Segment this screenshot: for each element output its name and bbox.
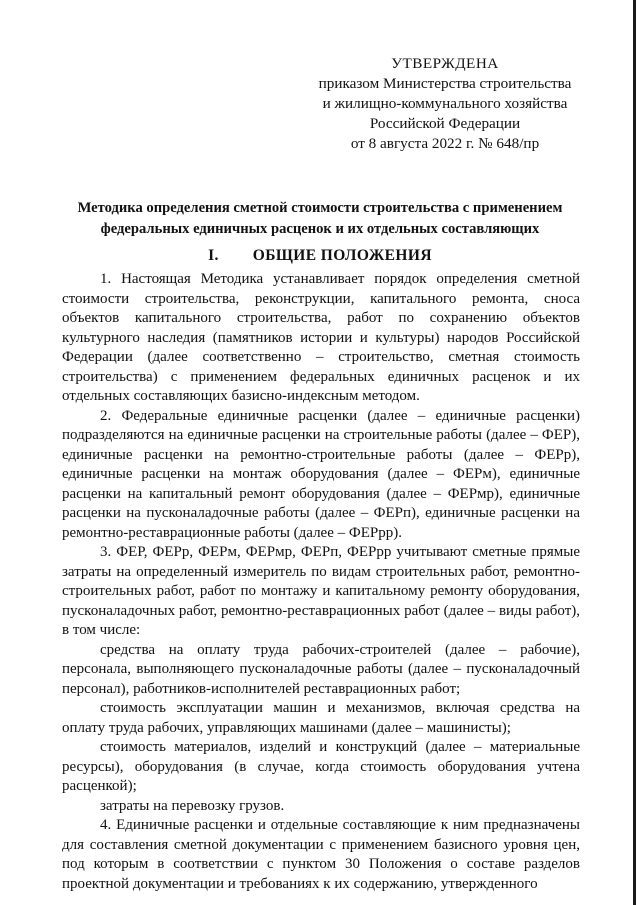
paragraph: 4. Единичные расценки и отдельные составляющие к ним предназначены для составления сметной документации с применением базисного уровня цен, под которым в соответствии с пунктом 30 Положения о составе разделов проектной документации и требованиях к их содержанию, утвержденного <box>62 817 580 892</box>
section-heading <box>40 246 600 266</box>
approval-stamp <box>300 54 590 154</box>
list-item: затраты на перевозку грузов. <box>100 797 285 814</box>
paragraph: 1. Настоящая Методика устанавливает порядок определения сметной стоимости строительства, реконструкции, капитального ремонта, сноса объектов капитального строительства, работ по сохранению объектов культурного наследия (памятников истории и культуры) народов Российской Федерации (далее соответственно – строительство, сметная стоимость строительства) с применением федеральных единичных расценок и их отдельных составляющих базисно-индексным методом. <box>62 271 580 404</box>
approval-line: приказом Министерства строительства <box>318 75 572 92</box>
list-item: стоимость эксплуатации машин и механизмов, включая средства на оплату труда рабочих, управляющих машинами (далее – машинисты); <box>62 700 580 736</box>
paragraph: 2. Федеральные единичные расценки (далее – единичные расценки) подразделяются на единичные расценки на строительные работы (далее – ФЕР), единичные расценки на ремонтно-строительные работы (далее – ФЕРр), единичные расценки на монтаж оборудования (далее – ФЕРм), единичные расценки на капитальный ремонт оборудования (далее – ФЕРмр), единичные расценки на пусконаладочные работы (далее – ФЕРп), единичные расценки на ремонтно-реставрационные работы (далее – ФЕРрр). <box>62 407 580 541</box>
scan-edge <box>633 0 636 905</box>
section-title: ОБЩИЕ ПОЛОЖЕНИЯ <box>252 247 432 264</box>
body-text <box>62 270 580 894</box>
document-title-line: Методика определения сметной стоимости строительства с применением <box>77 200 563 216</box>
approval-line: Российской Федерации <box>369 115 521 132</box>
document-title-line: федеральных единичных расценок и их отдельных составляющих <box>100 221 540 237</box>
approval-date: от 8 августа 2022 г. № 648/пр <box>350 135 540 152</box>
section-number: I. <box>208 247 219 264</box>
document-title <box>40 198 600 240</box>
paragraph: 3. ФЕР, ФЕРр, ФЕРм, ФЕРмр, ФЕРп, ФЕРрр учитывают сметные прямые затраты на определенный измеритель по видам строительных работ, ремонтно-строительных работ, работ по монтажу и капитальному ремонту оборудования, пусконаладочных работ, ремонтно-реставрационных работ (далее – виды работ), в том числе: <box>62 544 580 638</box>
list-item: стоимость материалов, изделий и конструкций (далее – материальные ресурсы), оборудования (в случае, когда стоимость оборудования учтена расценкой); <box>62 739 580 794</box>
approval-title: УТВЕРЖДЕНА <box>391 55 499 72</box>
approval-line: и жилищно-коммунального хозяйства <box>322 95 568 112</box>
list-item: средства на оплату труда рабочих-строителей (далее – рабочие), персонала, выполняющего пусконаладочные работы (далее – пусконаладочный персонал), работников-исполнителей реставрационных работ; <box>62 641 580 697</box>
